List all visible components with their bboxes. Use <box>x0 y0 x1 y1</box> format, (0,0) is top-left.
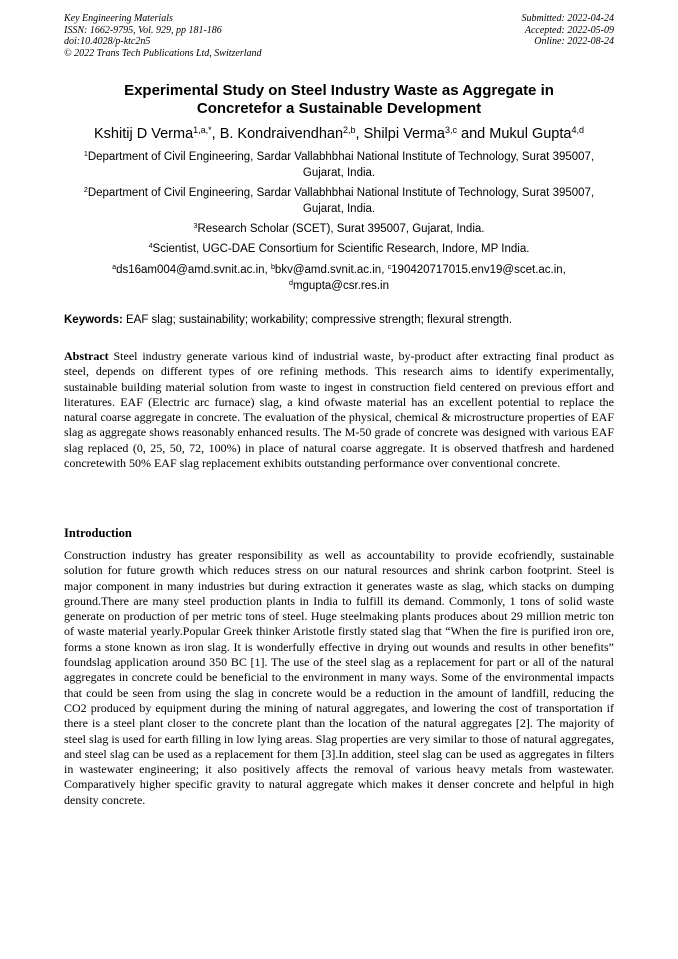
title-line-2: Concretefor a Sustainable Development <box>196 100 482 117</box>
keywords-label: Keywords: <box>64 314 123 326</box>
author-name: B. Kondraivendhan <box>219 126 344 142</box>
keywords <box>64 313 614 328</box>
accepted-date: Accepted: 2022-05-09 <box>524 24 614 36</box>
author-name: Mukul Gupta <box>489 126 572 142</box>
author-sup: 2,b <box>343 125 356 136</box>
copyright: © 2022 Trans Tech Publications Ltd, Switzerland <box>64 47 262 59</box>
affiliation-1: $^1$Department of Civil Engineering, Sardar Vallabhbhai National Institute of Technology, Surat 395007, Gujarat, India. <box>83 150 595 179</box>
journal-info <box>64 13 262 59</box>
submitted-date: Submitted: 2022-04-24 <box>521 13 614 24</box>
author-separator: and <box>457 126 490 142</box>
journal-name: Key Engineering Materials <box>64 13 173 24</box>
abstract <box>64 349 614 471</box>
affiliation-3: $^3$Research Scholar (SCET), Surat 395007, Gujarat, India. <box>193 222 485 235</box>
email-link[interactable]: 190420717015.env19@scet.ac.in, <box>391 264 566 276</box>
issn-volume: ISSN: 1662-9795, Vol. 929, pp 181-186 <box>64 24 222 36</box>
email-link[interactable]: mgupta@csr.res.in <box>292 279 389 292</box>
email-link[interactable]: ds16am004@amd.svnit.ac.in, <box>116 264 271 276</box>
author-sup: 3,c <box>445 125 457 136</box>
paper-title <box>64 82 614 118</box>
abstract-label: Abstract <box>64 349 109 363</box>
affiliation-2: $^2$Department of Civil Engineering, Sardar Vallabhbhai National Institute of Technology, Surat 395007, Gujarat, India. <box>83 186 595 215</box>
section-heading-introduction: Introduction <box>64 526 132 540</box>
author-separator: , <box>355 126 364 142</box>
author-separator: , <box>211 126 220 142</box>
abstract-text: Steel industry generate various kind of industrial waste, by-product after extracting final product as steel, depends on different types of ore refining methods. This research aims to identify experimentally, sustainable building material solution from waste to ingest in construction field centered on previous effort and literatures. EAF (Electric arc furnace) slag, a kind ofwaste material has an excellent potential to replace the natural coarse aggregate in concrete. The evaluation of the physical, chemical & microstructure properties of EAF slag as aggregate shows reasonably enhanced results. The M-50 grade of concrete was designed with various EAF slag replaced (0, 25, 50, 72, 100%) in place of natural coarse aggregate. It is observed thatfresh and hardened concretewith 50% EAF slag replacement exhibits outstanding performance over conventional concrete. <box>64 349 614 471</box>
introduction-text: Construction industry has greater responsibility as well as accountability to provide ecofriendly, sustainable solution for future growth which reduces stress on our natural resources and shrink carbon footprint. Steel is major component in many industries but during extraction it generates waste as slag, which stacks on dumping ground.There are many steel production plants in India to fulfill its demand. Commonly, 1 tons of solid waste generate on production of per metric tons of steel. Huge steelmaking plants produces about 29 million metric ton of waste material yearly.Popular Greek thinker Aristotle firstly stated slag that “When the fire is purified iron ore, forms a stone known as iron slag. It is wonderfully effective in drying out wounds and results in other benefits” foundslag application around 350 BC [1]. The use of the steel slag as a replacement for part or all of the natural aggregates in concrete could be beneficial to the environment in many ways. Some of the environmental impacts that could be seen from using the slag in concrete would be a reduction in the amount of landfill, reducing the CO2 produced by equipment during the mining of natural aggregates, and lowering the cost of transportation if there is a steel plant closer to the concrete plant than the location of the natural aggregates [2]. The majority of steel slag is used for earth filling in low lying areas. Slag properties are very similar to those of natural aggregates, and steel slag can be used as a replacement for them [3].In addition, steel slag can be used as aggregates in filters in wastewater engineering; it also positively affects the removal of various heavy metals from wastewater. Comparatively higher specific gravity to natural aggregate which makes it denser concrete and helpful in high density concrete. <box>64 548 614 807</box>
author-sup: 1,a,* <box>193 125 212 136</box>
author-list <box>40 125 638 143</box>
author-name: Shilpi Verma <box>363 126 445 142</box>
online-date: Online: 2022-08-24 <box>534 36 614 48</box>
email-link[interactable]: bkv@amd.svnit.ac.in, <box>274 264 388 276</box>
author-sup: 4,d <box>571 125 584 136</box>
title-line-1: Experimental Study on Steel Industry Waste as Aggregate in <box>124 82 554 99</box>
submission-dates <box>522 13 615 48</box>
keywords-text: EAF slag; sustainability; workability; compressive strength; flexural strength. <box>122 314 513 326</box>
doi: doi:10.4028/p-ktc2n5 <box>64 36 151 48</box>
author-emails: $^a$ds16am004@amd.svnit.ac.in, $^b$bkv@amd.svnit.ac.in, $^c$190420717015.env19@scet.ac.in, $^d$mgupta@csr.res.in <box>112 263 566 292</box>
affiliation-4: $^4$Scientist, UGC-DAE Consortium for Scientific Research, Indore, MP India. <box>148 242 530 255</box>
author-name: Kshitij D Verma <box>94 126 194 142</box>
